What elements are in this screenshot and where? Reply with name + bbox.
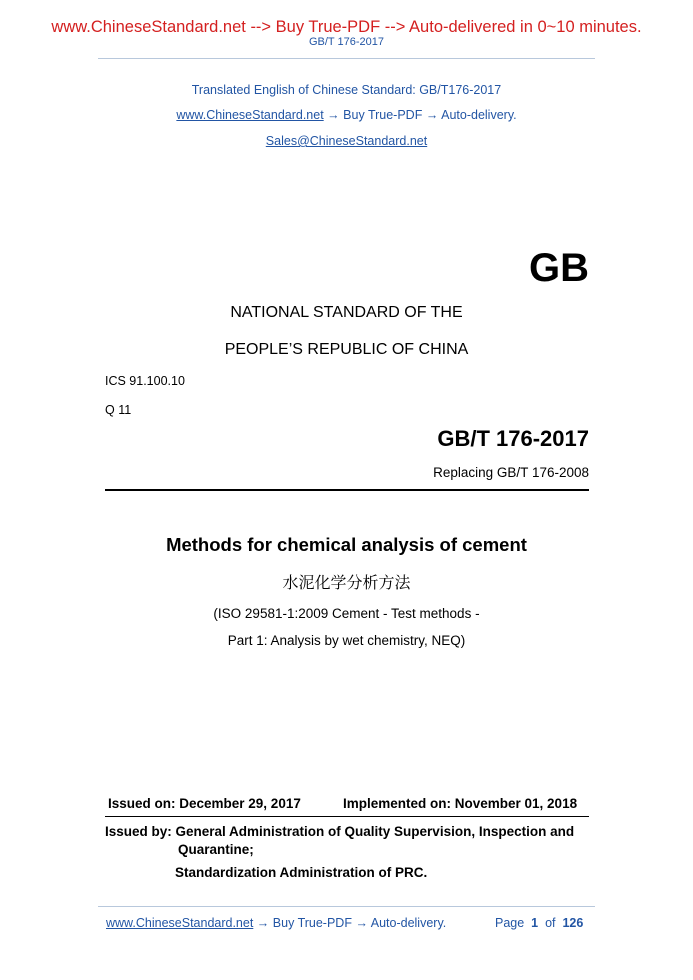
issued-by-line1: Issued by: General Administration of Quality Supervision, Inspection and	[105, 824, 575, 839]
iso-reference-line1: (ISO 29581-1:2009 Cement - Test methods -	[213, 606, 480, 621]
email-row	[0, 134, 693, 148]
site-link[interactable]: www.ChineseStandard.net	[176, 108, 324, 122]
footer-buy-pdf-link[interactable]: Buy True-PDF	[272, 916, 352, 930]
document-title-chinese: 水泥化学分析方法	[282, 573, 411, 592]
translation-links	[0, 108, 693, 122]
dates-divider	[105, 816, 589, 817]
footer-auto-delivery-text: Auto-delivery.	[370, 916, 447, 930]
page-indicator	[495, 916, 583, 930]
document-title: Methods for chemical analysis of cement	[166, 534, 527, 555]
national-standard-line2: PEOPLE’S REPUBLIC OF CHINA	[224, 341, 469, 358]
page-of-label: of	[545, 916, 556, 930]
arrow-right-icon: →	[355, 916, 368, 930]
ics-code: ICS 91.100.10	[105, 374, 185, 388]
footer-divider	[98, 906, 595, 907]
issued-by-line3: Standardization Administration of PRC.	[175, 865, 428, 880]
header-divider	[98, 58, 595, 59]
auto-delivery-text: Auto-delivery.	[441, 108, 517, 122]
issued-by-line2: Quarantine;	[178, 842, 254, 857]
issued-on-date: Issued on: December 29, 2017	[108, 796, 301, 811]
q-code: Q 11	[105, 403, 132, 417]
arrow-right-icon: →	[256, 916, 270, 930]
header-doc-id: GB/T 176-2017	[308, 36, 384, 48]
implemented-on-date: Implemented on: November 01, 2018	[343, 796, 578, 811]
page-current: 1	[531, 916, 539, 930]
arrow-right-icon: →	[425, 108, 439, 122]
replacing-note: Replacing GB/T 176-2008	[433, 465, 589, 480]
iso-reference-line2: Part 1: Analysis by wet chemistry, NEQ)	[227, 633, 466, 648]
buy-pdf-link[interactable]: Buy True-PDF	[343, 108, 423, 122]
page-total: 126	[562, 916, 584, 930]
title-divider	[105, 489, 589, 491]
national-standard-line1: NATIONAL STANDARD OF THE	[230, 304, 463, 321]
footer-links	[106, 916, 446, 930]
email-link[interactable]: Sales@ChineseStandard.net	[265, 134, 428, 148]
standard-number: GB/T 176-2017	[437, 426, 589, 451]
page-label: Page	[495, 916, 525, 930]
promo-banner[interactable]: www.ChineseStandard.net --> Buy True-PDF --> Auto-delivered in 0~10 minutes.	[51, 18, 642, 36]
arrow-right-icon: →	[327, 108, 340, 122]
gb-mark: GB	[529, 246, 589, 290]
translation-note: Translated English of Chinese Standard: GB/T176-2017	[191, 83, 502, 97]
footer-site-link[interactable]: www.ChineseStandard.net	[106, 916, 254, 930]
